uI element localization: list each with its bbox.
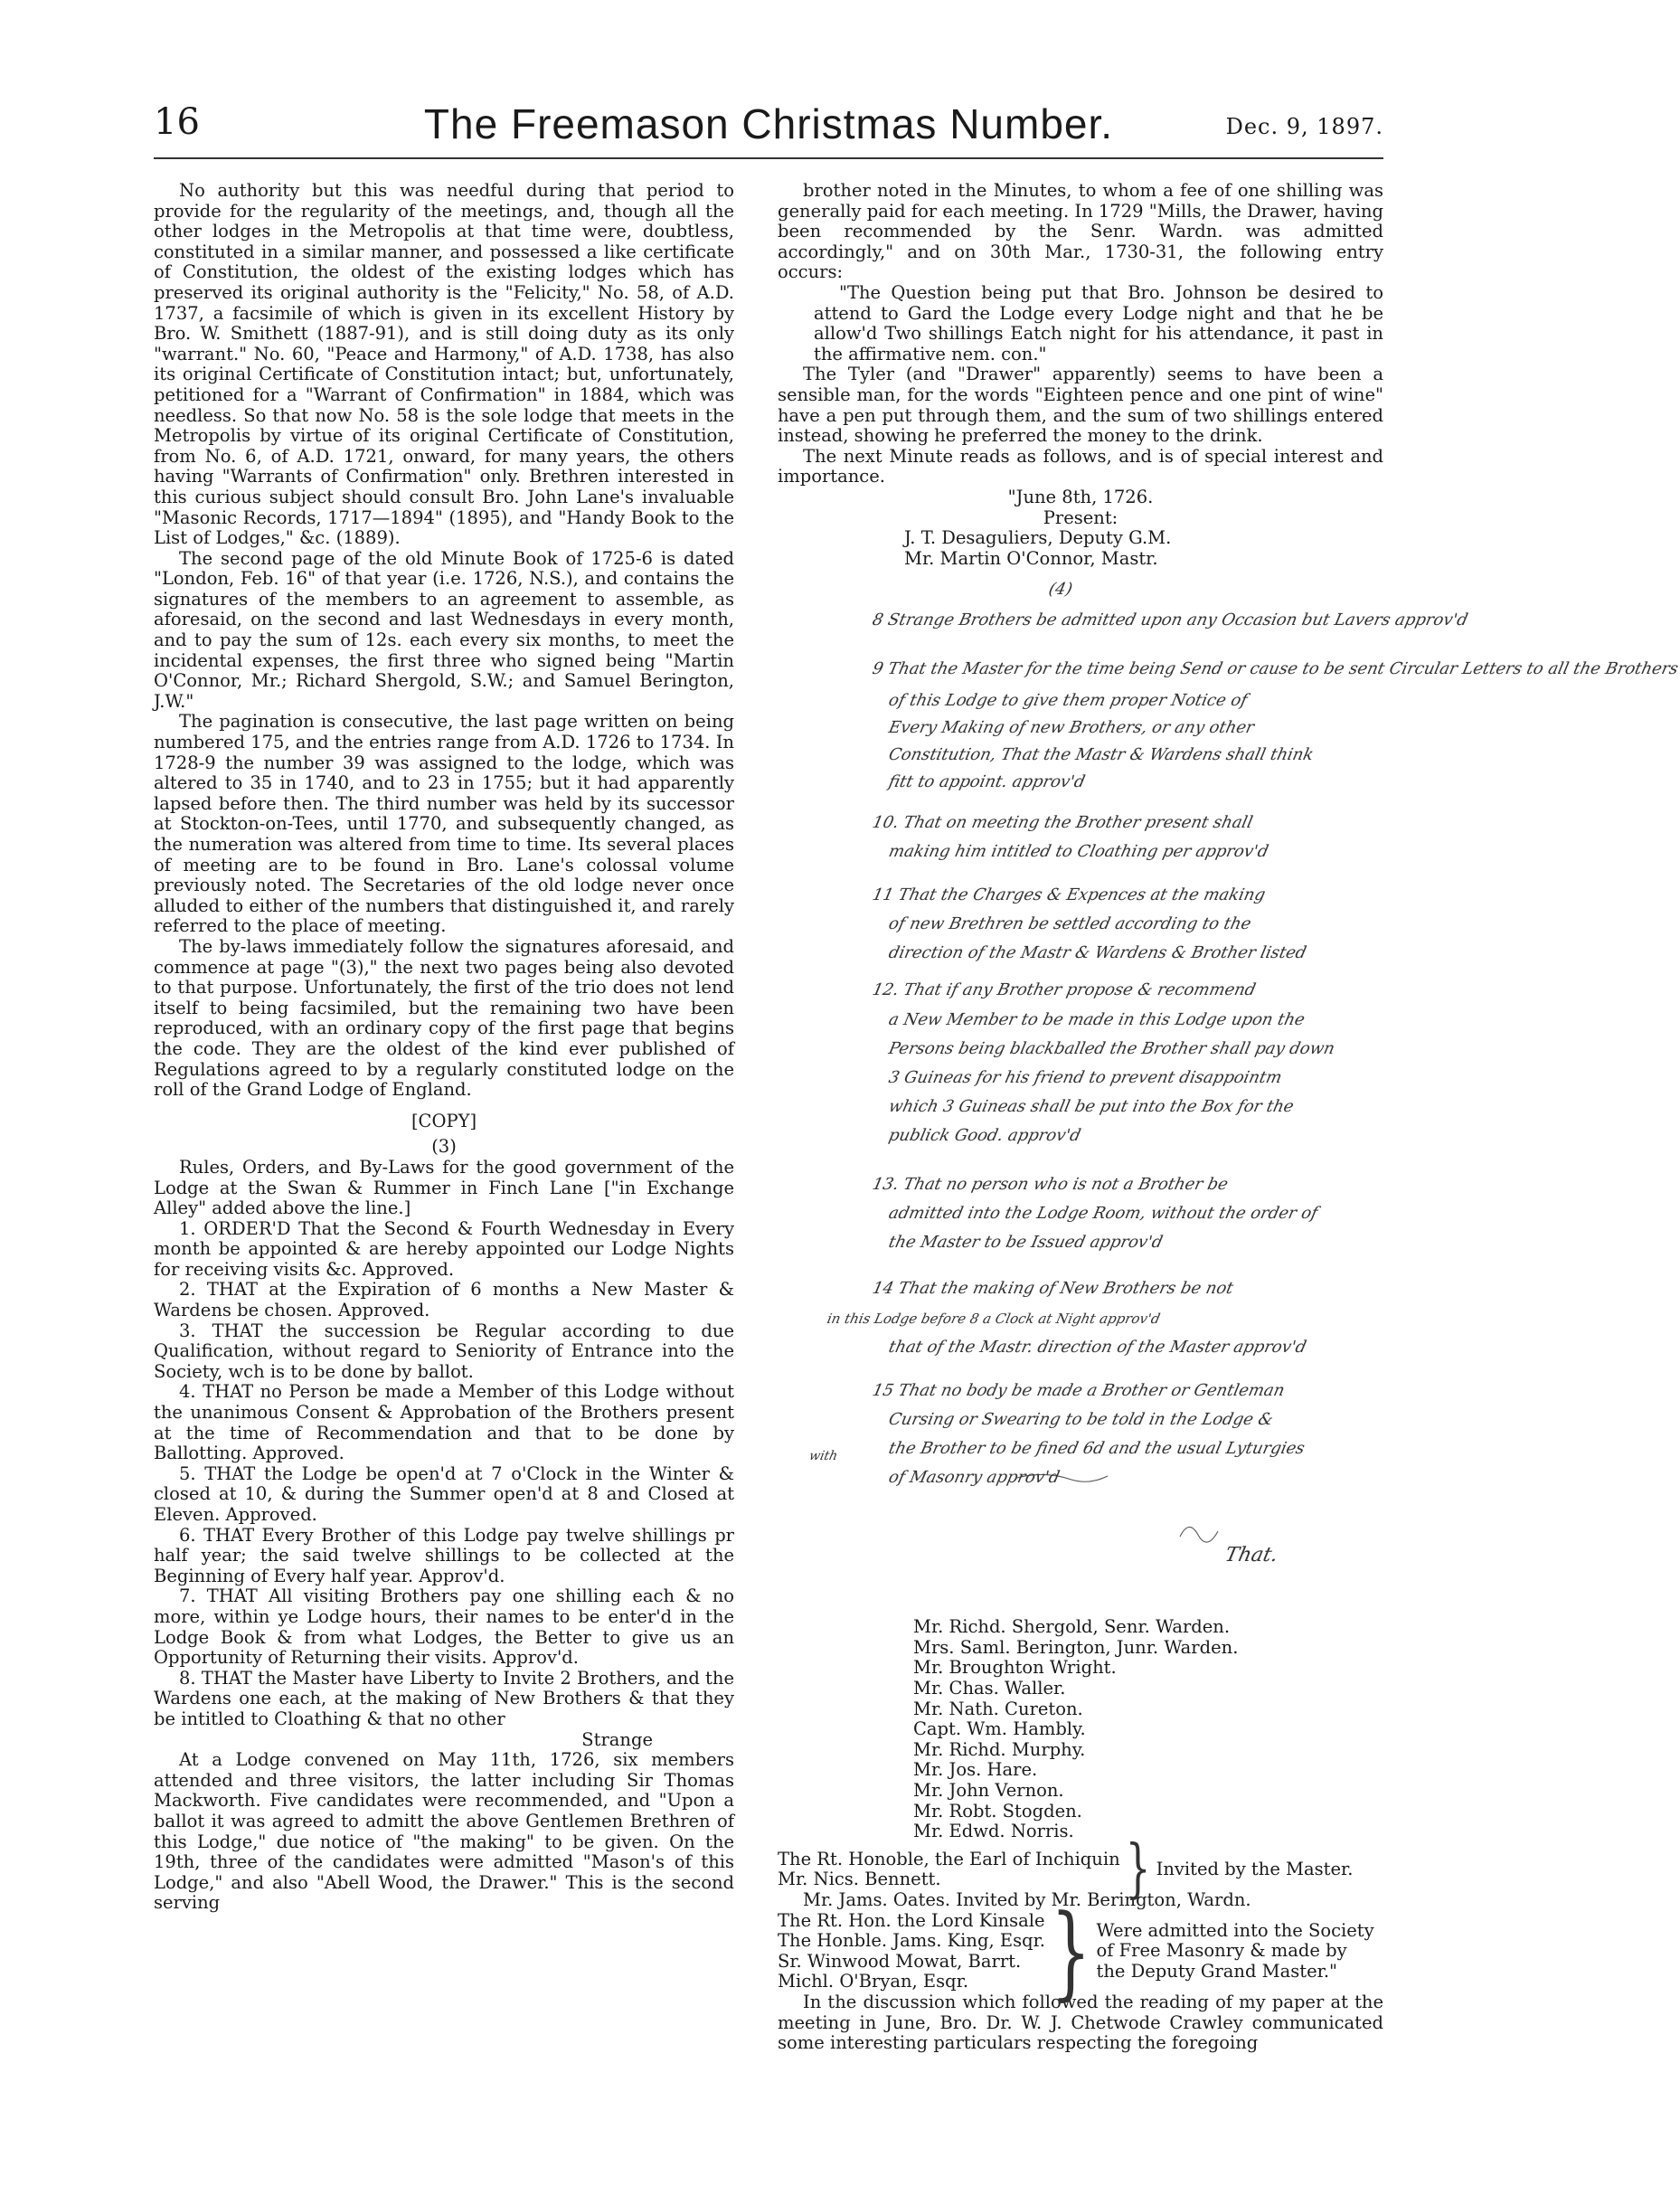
manuscript-page-number: (4) — [1046, 580, 1074, 600]
signature: Mr. Richd. Shergold, Senr. Warden. — [913, 1616, 1231, 1638]
manuscript-line: of new Brethren be settled according to the — [886, 914, 1253, 934]
signature: Mr. Chas. Waller. — [913, 1678, 1066, 1699]
signature: Capt. Wm. Hambly. — [913, 1718, 1086, 1740]
manuscript-line: publick Good. approv'd — [886, 1126, 1083, 1146]
invited-by-warden: Mr. Jams. Oates. Invited by Mr. Berington, Wardn. — [803, 1889, 1251, 1910]
copy-label: [COPY] — [411, 1110, 477, 1131]
manuscript-line: the Master to be Issued approv'd — [886, 1233, 1165, 1253]
page-ref: (3) — [431, 1136, 457, 1158]
signature: Mr. Nath. Cureton. — [913, 1698, 1083, 1719]
manuscript-line: a New Member to be made in this Lodge upon the — [886, 1010, 1307, 1030]
paragraph: The second page of the old Minute Book of 1725-6 is dated "London, Feb. 16" of that year (i.e. 1726, N.S.), and contains the signatures of the members to an agreement to assemble, as aforesaid, on the second and last Wednesdays in every month, and to pay the sum of 12s. each every six months, to meet the incidental expenses, the first three who signed being "Martin O'Connor, Mr.; Richard Shergold, S.W.; and Samuel Berington, J.W." — [154, 547, 734, 712]
guest-name: The Rt. Honoble, the Earl of Inchiquin — [778, 1848, 1120, 1869]
catchword: Strange — [581, 1728, 653, 1750]
minute-quote: "The Question being put that Bro. Johnson be desired to attend to Gard the Lodge every Lodge night and that he be allow'd Two shillings Eatch night for his attendance, it past in the affirmative nem. con." — [814, 281, 1383, 364]
admitted-name: The Honble. Jams. King, Esqr. — [778, 1930, 1045, 1952]
guest-name: Mr. Nics. Bennett. — [778, 1869, 941, 1890]
paragraph: No authority but this was needful during that period to provide for the regularity of the meetings, and, though all the other lodges in the Metropolis at that time were, doubtless, constituted in a similar manner, and possessed a like certificate of Constitution, the oldest of the existing lodges which has preserved its original authority is the "Felicity," No. 58, of A.D. 1737, a facsimile of which is given in its excellent History by Bro. W. Smithett (1887-91), and is still doing duty as its only "warrant." No. 60, "Peace and Harmony," of A.D. 1738, has also its original Certificate of Constitution intact; but, unfortunately, petitioned for a "Warrant of Confirmation" in 1884, which was needless. So that now No. 58 is the sole lodge that meets in the Metropolis by virtue of its original Certificate of Constitution, from No. 6, of A.D. 1721, onward, for many years, the others having "Warrants of Confirmation" only. Brethren interested in this curious subject should consult Bro. John Lane's invaluable "Masonic Records, 1717—1894" (1895), and "Handy Book to the List of Lodges," &c. (1889). — [154, 180, 734, 549]
rule-item: 3. THAT the succession be Regular according to due Qualification, without regard to Seniority of Entrance into the Society, wch is to be done by ballot. — [154, 1320, 734, 1382]
manuscript-line: making him intitled to Cloathing per approv'd — [886, 842, 1270, 862]
rules-intro: Rules, Orders, and By-Laws for the good government of the Lodge at the Swan & Rummer in Finch Lane ["in Exchange Alley" added above the line.] — [154, 1156, 734, 1219]
right-column — [778, 180, 1680, 2054]
manuscript-line: 11 That the Charges & Expences at the making — [870, 885, 1268, 905]
manuscript-line: 13. That no person who is not a Brother be — [870, 1175, 1231, 1195]
manuscript-line: in this Lodge before 8 a Clock at Night approv'd — [826, 1311, 1162, 1328]
manuscript-line: direction of the Mastr & Wardens & Brother listed — [886, 943, 1308, 963]
page-number: 16 — [154, 101, 200, 143]
signature: Mr. Richd. Murphy. — [913, 1738, 1086, 1760]
manuscript-line: 14 That the making of New Brothers be not — [870, 1279, 1235, 1299]
manuscript-line: Persons being blackballed the Brother shall pay down — [886, 1039, 1336, 1059]
header-rule — [154, 157, 1383, 159]
admitted-name: Michl. O'Bryan, Esqr. — [778, 1971, 969, 1992]
rule-item: 4. THAT no Person be made a Member of this Lodge without the unanimous Consent & Approbation of the Brothers present at the time of Recommendation and that to be done by Ballotting. Approved. — [154, 1381, 734, 1464]
admitted-name: The Rt. Hon. the Lord Kinsale — [778, 1909, 1045, 1931]
present-name: Mr. Martin O'Connor, Mastr. — [904, 547, 1158, 569]
signature: Mr. Robt. Stogden. — [913, 1800, 1082, 1822]
manuscript-line: that of the Mastr. direction of the Master approv'd — [886, 1338, 1308, 1358]
admission-note: of Free Masonry & made by — [1096, 1940, 1347, 1962]
manuscript-line: of this Lodge to give them proper Notice of — [886, 691, 1250, 711]
manuscript-side-note: with — [807, 1449, 839, 1464]
rule-item: 6. THAT Every Brother of this Lodge pay twelve shillings pr half year; the said twelve shillings to be collected at the Beginning of Every half year. Approv'd. — [154, 1524, 734, 1586]
invitation-note: Invited by the Master. — [1156, 1859, 1354, 1880]
issue-date: Dec. 9, 1897. — [1225, 114, 1383, 139]
rule-item: 7. THAT All visiting Brothers pay one shilling each & no more, within ye Lodge hours, their names to be enter'd in the Lodge Book & from what Lodges, the Better to give us an Opportunity of Returning their visits. Approv'd. — [154, 1585, 734, 1669]
present-name: J. T. Desaguliers, Deputy G.M. — [904, 527, 1172, 549]
manuscript-line: fitt to appoint. approv'd — [886, 772, 1087, 792]
manuscript-line: 8 Strange Brothers be admitted upon any Occasion but Lavers approv'd — [870, 610, 1470, 630]
admitted-name: Sr. Winwood Mowat, Barrt. — [778, 1950, 1022, 1972]
page-header — [154, 101, 1383, 156]
admission-note: the Deputy Grand Master." — [1096, 1961, 1337, 1983]
rule-item: 1. ORDER'D That the Second & Fourth Wednesday in Every month be appointed & are hereby appointed our Lodge Nights for receiving visits &c. Approved. — [154, 1217, 734, 1280]
rule-item: 2. THAT at the Expiration of 6 months a New Master & Wardens be chosen. Approved. — [154, 1279, 734, 1321]
manuscript-closing: That. — [1222, 1544, 1280, 1567]
publication-title: The Freemason Christmas Number. — [423, 100, 1114, 147]
manuscript-line: 9 That the Master for the time being Send or cause to be sent Circular Letters to all the Brothers — [870, 659, 1680, 679]
brace: } — [1050, 1892, 1091, 2011]
manuscript-facsimile — [807, 578, 1680, 1604]
manuscript-line: 15 That no body be made a Brother or Gentleman — [870, 1381, 1287, 1401]
left-column — [154, 181, 734, 1914]
minute-date: "June 8th, 1726. — [1007, 486, 1154, 507]
paragraph: The by-laws immediately follow the signatures aforesaid, and commence at page "(3)," the next two pages being also devoted to that purpose. Unfortunately, the first of the trio does not lend itself to being facsimiled, but the remaining two have been reproduced, with an ordinary copy of the first page that begins the code. They are the oldest of the kind ever published of Regulations agreed to by a regularly constituted lodge on the roll of the Grand Lodge of England. — [154, 935, 734, 1101]
paragraph: The pagination is consecutive, the last page written on being numbered 175, and the entries range from A.D. 1726 to 1734. In 1728-9 the number 39 was assigned to the lodge, which was altered to 35 in 1740, and to 23 in 1755; but it had apparently lapsed before then. The third number was held by its successor at Stockton-on-Tees, until 1770, and subsequently changed, as the numeration was altered from time to time. Its several places of meeting are to be found in Bro. Lane's colossal volume previously noted. The Secretaries of the old lodge never once alluded to either of the numbers that distinguished it, and rarely referred to the place of meeting. — [154, 711, 734, 937]
paragraph: The Tyler (and "Drawer" apparently) seems to have been a sensible man, for the words "Eighteen pence and one pint of wine" have a pen put through them, and the sum of two shillings entered instead, showing he preferred the money to the drink. — [778, 364, 1383, 447]
manuscript-line: which 3 Guineas shall be put into the Box for the — [886, 1097, 1296, 1117]
paragraph: In the discussion which followed the reading of my paper at the meeting in June, Bro. Dr. W. J. Chetwode Crawley communicated some interesting particulars respecting the foregoing — [778, 1991, 1383, 2054]
present-label: Present: — [1043, 506, 1118, 528]
rule-item: 5. THAT the Lodge be open'd at 7 o'Clock in the Winter & closed at 10, & during the Summer open'd at 8 and Closed at Eleven. Approved. — [154, 1462, 734, 1525]
manuscript-line: 12. That if any Brother propose & recommend — [870, 980, 1258, 1000]
manuscript-line: Constitution, That the Mastr & Wardens shall think — [886, 745, 1316, 765]
signature: Mr. Edwd. Norris. — [913, 1821, 1074, 1842]
signature-list — [778, 1617, 1383, 1842]
manuscript-line: the Brother to be fined 6d and the usual Lyturgies — [886, 1439, 1307, 1459]
signature: Mr. John Vernon. — [913, 1780, 1064, 1802]
signature: Mrs. Saml. Berington, Junr. Warden. — [913, 1636, 1239, 1658]
signature: Mr. Broughton Wright. — [913, 1657, 1117, 1679]
admission-note: Were admitted into the Society — [1096, 1919, 1374, 1941]
manuscript-line: 10. That on meeting the Brother present shall — [870, 813, 1255, 833]
manuscript-line: admitted into the Lodge Room, without the order of — [886, 1204, 1320, 1224]
brace: } — [1125, 1831, 1151, 1907]
paragraph: At a Lodge convened on May 11th, 1726, six members attended and three visitors, the latter including Sir Thomas Mackworth. Five candidates were recommended, and "Upon a ballot it was agreed to admitt the above Gentlemen Brethren of this Lodge," due notice of "the making" to be given. On the 19th, three of the candidates were admitted "Mason's of this Lodge," and also "Abell Wood, the Drawer." This is the second serving — [154, 1749, 734, 1914]
manuscript-line: Every Making of new Brothers, or any other — [886, 718, 1256, 738]
manuscript-line: 3 Guineas for his friend to prevent disappointm — [886, 1068, 1284, 1088]
manuscript-line: of Masonry approv'd — [886, 1468, 1062, 1488]
paragraph: The next Minute reads as follows, and is of special interest and importance. — [778, 445, 1383, 487]
paragraph: brother noted in the Minutes, to whom a fee of one shilling was generally paid for each meeting. In 1729 "Mills, the Drawer, having been recommended by the Senr. Wardn. was admitted accordingly," and on 30th Mar., 1730-31, the following entry occurs: — [778, 180, 1383, 283]
manuscript-line: Cursing or Swearing to be told in the Lodge & — [886, 1410, 1275, 1430]
rule-item: 8. THAT the Master have Liberty to Invite 2 Brothers, and the Wardens one each, at the making of New Brothers & that they be intitled to Cloathing & that no other — [154, 1667, 734, 1729]
signature: Mr. Jos. Hare. — [913, 1759, 1038, 1781]
